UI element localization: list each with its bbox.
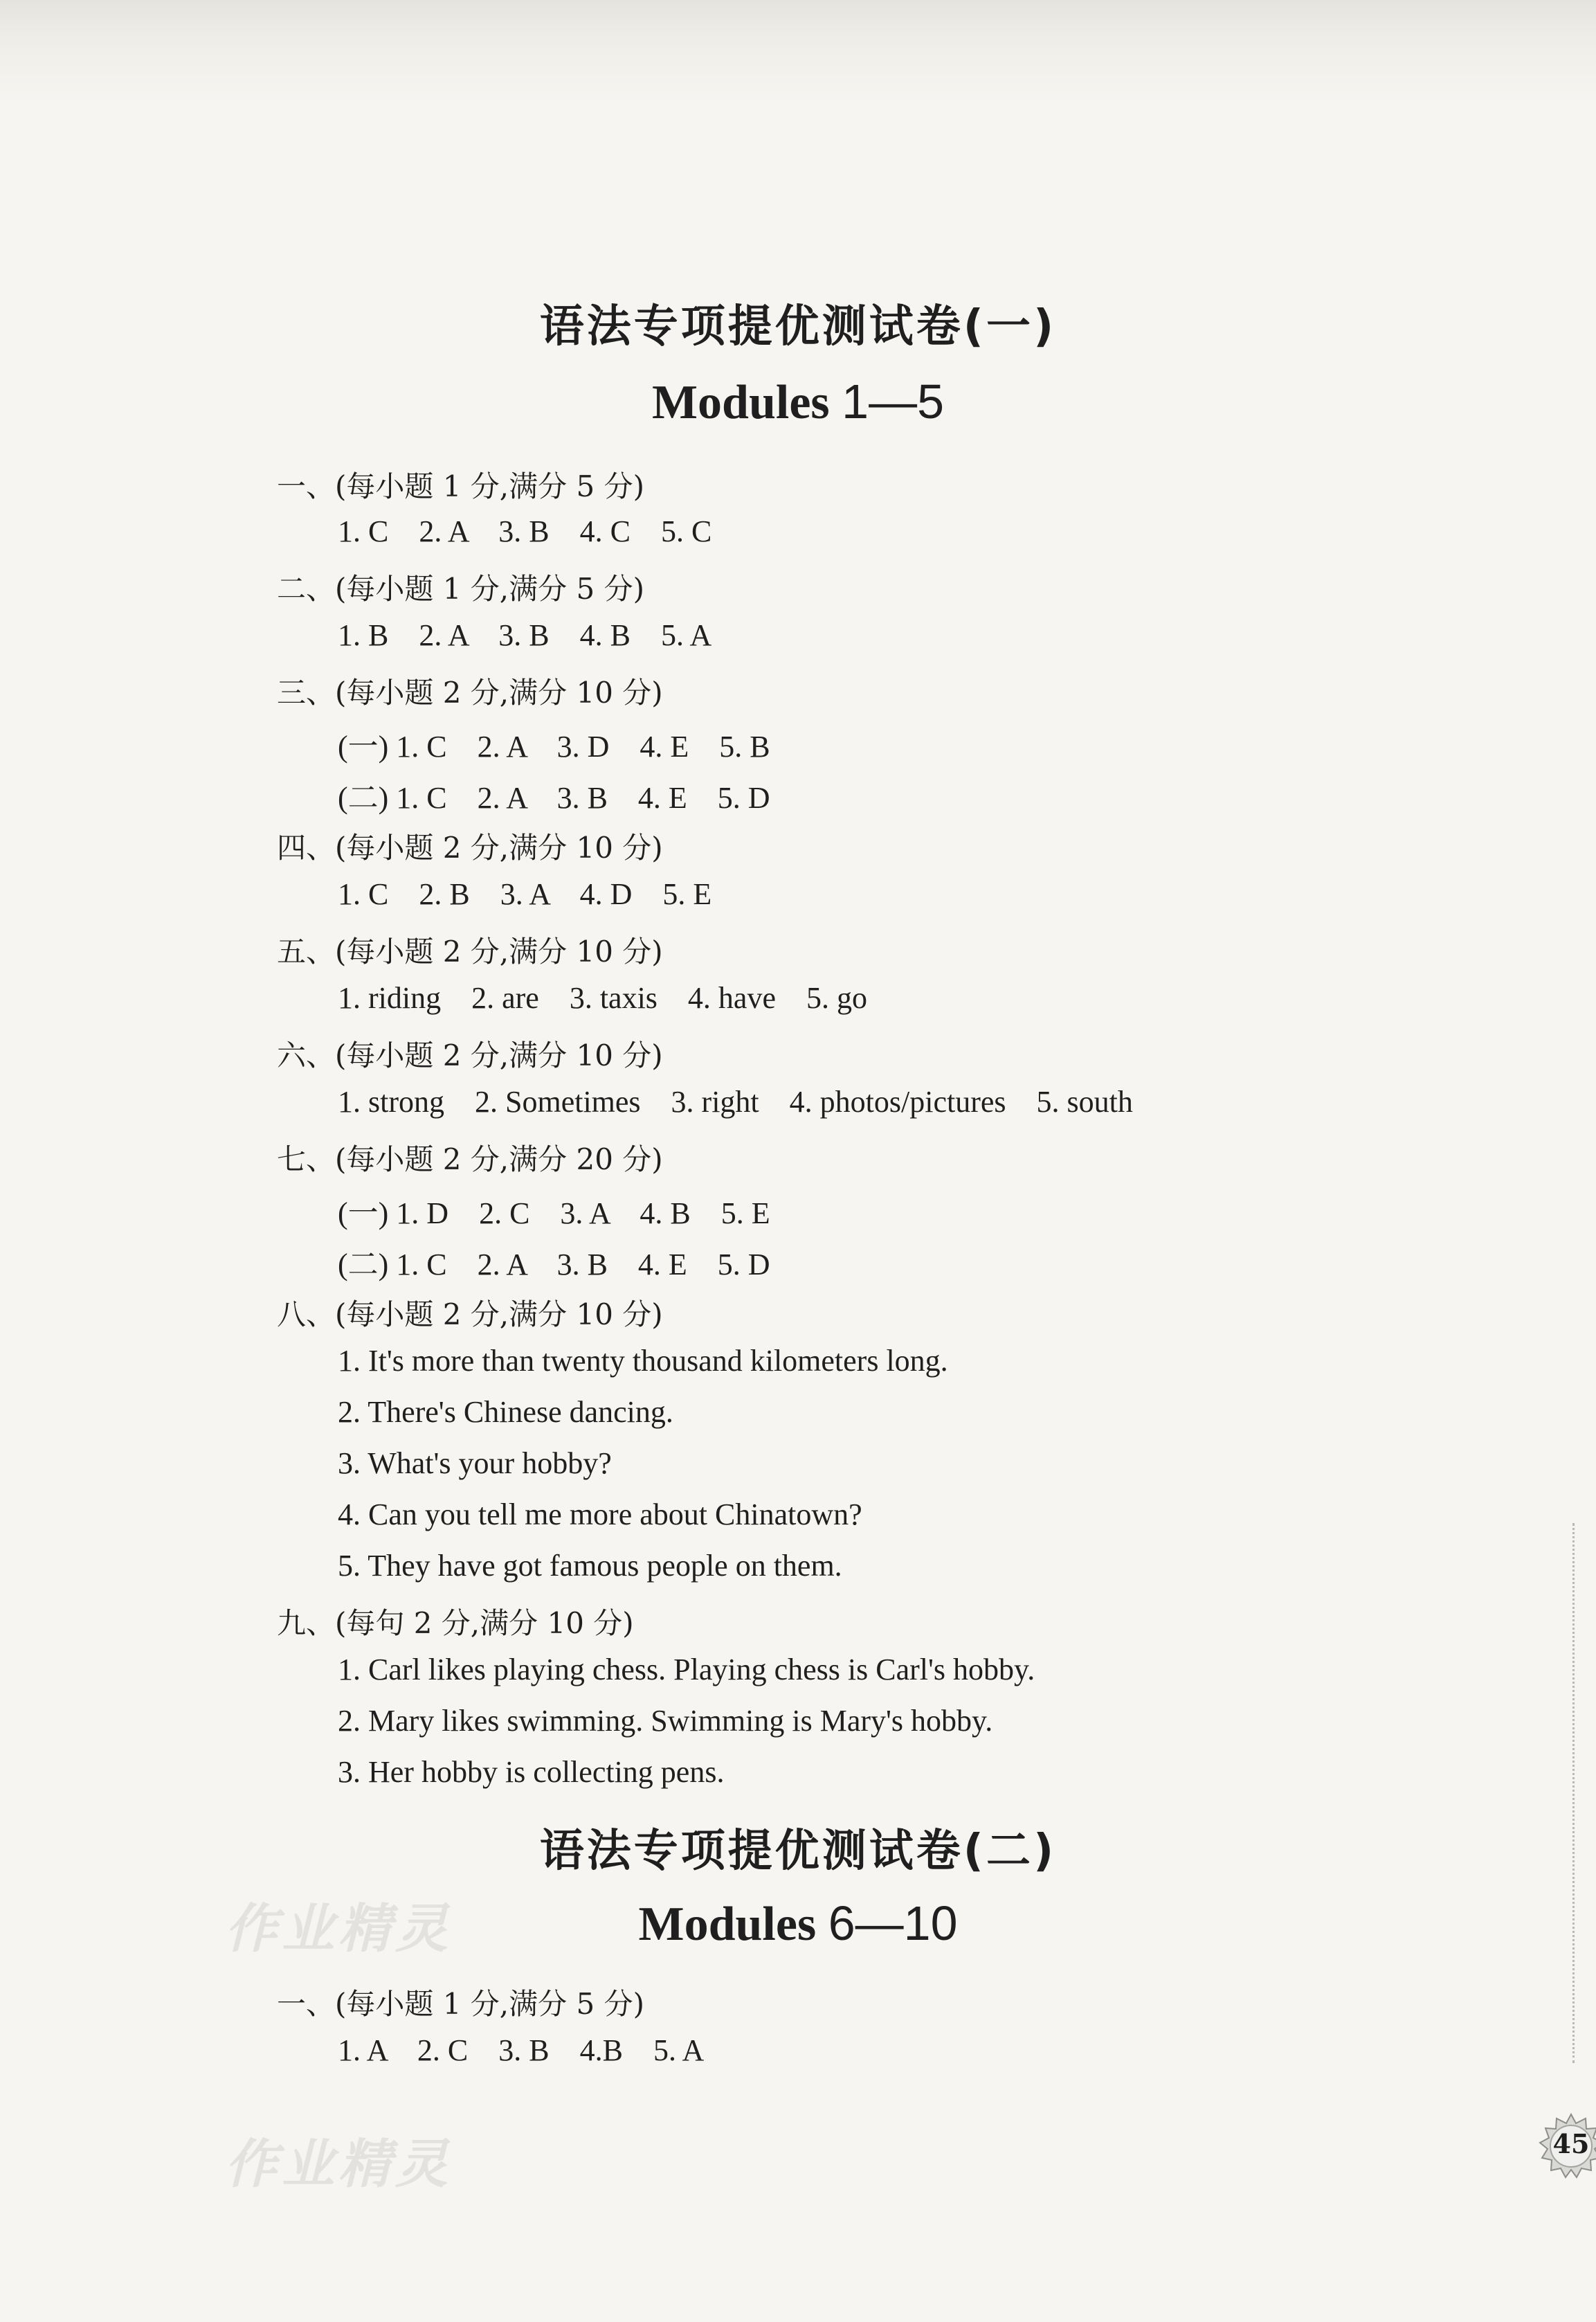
test1-section-1-answers: 1. C 2. A 3. B 4. C 5. C <box>338 514 712 548</box>
test1-section-8-line-4: 4. Can you tell me more about Chinatown? <box>338 1497 862 1531</box>
test1-section-8-line-2: 2. There's Chinese dancing. <box>338 1395 673 1429</box>
page-number: 45 <box>1552 2128 1590 2159</box>
test1-section-3-answers-a: (一) 1. C 2. A 3. D 4. E 5. B <box>338 730 770 764</box>
test1-section-2-head: 二、(每小题 1 分,满分 5 分) <box>277 572 644 606</box>
test2-section-1-head: 一、(每小题 1 分,满分 5 分) <box>277 1987 644 2021</box>
test1-section-2-answers: 1. B 2. A 3. B 4. B 5. A <box>338 618 712 652</box>
test1-section-8-head: 八、(每小题 2 分,满分 10 分) <box>277 1297 663 1331</box>
test1-section-3-head: 三、(每小题 2 分,满分 10 分) <box>277 676 663 710</box>
test1-title: 语法专项提优测试卷(一) <box>539 301 1057 352</box>
test1-section-9-line-2: 2. Mary likes swimming. Swimming is Mary's hobby. <box>338 1704 993 1738</box>
test1-section-4-head: 四、(每小题 2 分,满分 10 分) <box>277 831 663 865</box>
test1-section-5-answers: 1. riding 2. are 3. taxis 4. have 5. go <box>338 981 867 1015</box>
test1-section-6-answers: 1. strong 2. Sometimes 3. right 4. photos/pictures 5. south <box>338 1085 1133 1119</box>
test1-modules-heading <box>0 374 1596 431</box>
page-number-badge <box>1538 2113 1596 2179</box>
test1-section-8-line-1: 1. It's more than twenty thousand kilometers long. <box>338 1344 948 1378</box>
test1-section-7-answers-a: (一) 1. D 2. C 3. A 4. B 5. E <box>338 1196 770 1230</box>
test1-modules-word: Modules <box>651 376 842 429</box>
test1-section-4-answers: 1. C 2. B 3. A 4. D 5. E <box>338 877 712 911</box>
page-top-shading <box>0 0 1596 104</box>
test2-modules-word: Modules <box>638 1898 828 1951</box>
watermark-1: 作业精灵 <box>225 1898 452 1959</box>
watermark-2: 作业精灵 <box>225 2133 452 2195</box>
test2-title: 语法专项提优测试卷(二) <box>539 1826 1057 1877</box>
binding-edge-dotted-line <box>1572 1523 1575 2063</box>
test1-modules-range: 1—5 <box>842 375 945 429</box>
test1-section-6-head: 六、(每小题 2 分,满分 10 分) <box>277 1038 663 1072</box>
test1-section-9-head: 九、(每句 2 分,满分 10 分) <box>277 1606 634 1640</box>
test1-section-8-line-3: 3. What's your hobby? <box>338 1446 612 1480</box>
test1-section-5-head: 五、(每小题 2 分,满分 10 分) <box>277 935 663 969</box>
test2-section-1-answers: 1. A 2. C 3. B 4.B 5. A <box>338 2033 705 2067</box>
test1-section-1-head: 一、(每小题 1 分,满分 5 分) <box>277 469 644 503</box>
test1-section-8-line-5: 5. They have got famous people on them. <box>338 1549 842 1583</box>
test1-section-7-answers-b: (二) 1. C 2. A 3. B 4. E 5. D <box>338 1248 770 1281</box>
test2-modules-range: 6—10 <box>828 1896 958 1950</box>
test1-section-3-answers-b: (二) 1. C 2. A 3. B 4. E 5. D <box>338 781 770 815</box>
test1-section-9-line-3: 3. Her hobby is collecting pens. <box>338 1755 725 1789</box>
test1-section-9-line-1: 1. Carl likes playing chess. Playing chess is Carl's hobby. <box>338 1653 1035 1686</box>
test1-section-7-head: 七、(每小题 2 分,满分 20 分) <box>277 1142 663 1176</box>
